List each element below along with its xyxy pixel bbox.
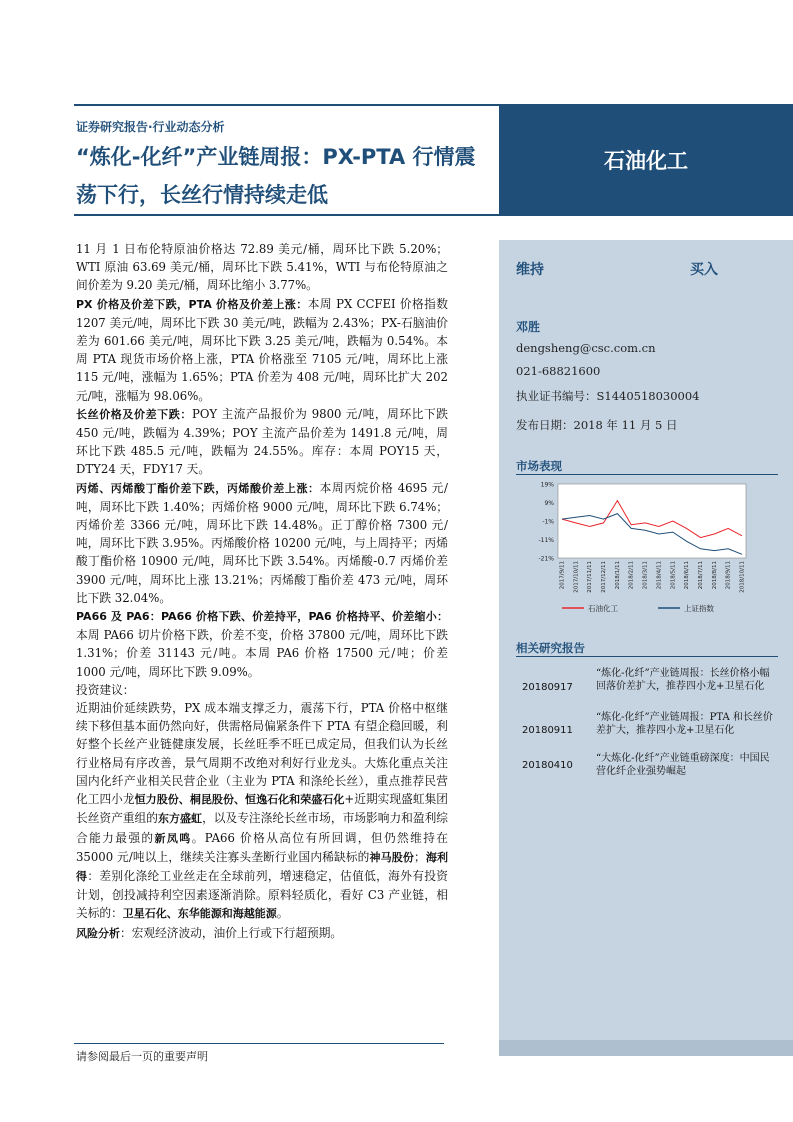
para-pa-head: PA66 及 PA6：PA66 价格下跌、价差持平，PA6 价格持平、价差缩小： [76,610,448,624]
sidebar-footer-band [499,1040,793,1056]
analyst-email[interactable]: dengsheng@csc.com.cn [516,341,656,355]
para-invest-label: 投资建议： [76,682,135,697]
x-tick-label: 2018/6/11 [684,561,691,590]
footer-rule [74,1043,444,1044]
rating-value: 买入 [690,262,718,278]
x-tick-label: 2018/4/11 [656,561,663,590]
publish-date: 发布日期：2018 年 11 月 5 日 [516,418,678,432]
main-body [76,240,448,943]
para-propylene [76,479,448,607]
para-filament-head: 长丝价格及价差下跌： [76,407,192,421]
x-tick-label: 2017/12/11 [601,561,608,593]
y-tick-label: -1% [542,518,554,526]
para-propylene-text: 本周丙烷价格 4695 元/吨，周环比下跌 1.40%；丙烯价格 9000 元/吨，周环比下跌 6.74%；丙烯价差 3366 元/吨，周环比下跌 14.48%。正丁醇价格 7300 元/吨，周环比下跌 3.95%。丙烯酸价格 10200 元/吨，与上周持平；丙烯酸丁酯价格 10900 元/吨，周环比下跌 3.54%。丙烯酸-0.7 丙烯价差 3900 元/吨，周环比上涨 13.21%；丙烯酸丁酯价差 473 元/吨，周环比下跌 32.04%。 [76,480,448,605]
related-title: 相关研究报告 [516,641,585,655]
x-tick-label: 2018/3/11 [642,561,649,590]
y-tick-label: -21% [538,555,554,563]
market-chart [512,478,782,618]
plot-area [558,484,746,558]
para-propylene-head: 丙烯、丙烯酸丁酯价差下跌，丙烯酸价差上涨： [76,481,320,495]
x-tick-label: 2018/9/11 [725,561,732,590]
legend-label: 上证指数 [684,604,714,613]
x-tick-label: 2018/2/11 [628,561,635,590]
related-item[interactable] [516,709,778,749]
x-tick-label: 2017/10/11 [573,561,580,593]
para-px-head: PX 价格及价差下跌，PTA 价格及价差上涨： [76,297,308,311]
para-px [76,295,448,405]
related-item[interactable] [516,665,778,705]
para-risk-head: 风险分析 [76,926,120,940]
x-tick-label: 2018/7/11 [697,561,704,590]
footer-disclaimer[interactable]: 请参阅最后一页的重要声明 [76,1050,208,1063]
analyst-phone: 021-68821600 [516,364,601,378]
related-title-text: “炼化-化纤”产业链周报：PTA 和长丝价差扩大，推荐四小龙+卫星石化 [596,712,773,736]
related-date: 20180911 [522,725,573,736]
sector-label: 石油化工 [604,149,688,173]
para-oil: 11 月 1 日布伦特原油价格达 72.89 美元/桶，周环比下跌 5.20%；WTI 原油 63.69 美元/桶，周环比下跌 5.41%，WTI 与布伦特原油之间价差为 9.20 美元/桶，周环比缩小 3.77%。 [76,242,448,293]
related-title-text: “大炼化-化纤”产业链重磅深度：中国民营化纤企业强势崛起 [596,753,770,777]
x-tick-label: 2017/11/11 [587,561,594,593]
x-tick-label: 2018/8/11 [711,561,718,590]
related-title-text: “炼化-化纤”产业链周报：长丝价格小幅回落价差扩大，推荐四小龙+卫星石化 [596,668,770,692]
x-tick-label: 2017/9/11 [559,561,566,590]
x-tick-label: 2018/1/11 [614,561,621,590]
related-date: 20180410 [522,760,573,771]
para-risk-text: ：宏观经济波动，油价上行或下行超预期。 [120,925,343,940]
para-risk [76,924,448,943]
header-rule [74,104,499,106]
rating [516,259,736,279]
para-pa [76,607,448,681]
x-tick-label: 2018/10/11 [739,561,746,593]
market-title: 市场表现 [516,459,562,473]
market-rule [516,474,778,475]
sector-banner [499,104,793,216]
para-filament [76,405,448,479]
para-px-text: 本周 PX CCFEI 价格指数 1207 美元/吨，周环比下跌 30 美元/吨，跌幅为 2.43%；PX-石脑油价差为 601.66 美元/吨，周环比下跌 3.25 美元/吨，跌幅为 0.54%。本周 PTA 现货市场价格上涨，PTA 价格涨至 7105 元/吨，周环比上涨 115 元/吨，涨幅为 1.65%；PTA 价差为 408 元/吨，周环比扩大 202 元/吨，涨幅为 98.06%。 [76,296,448,403]
related-rule [516,656,778,657]
analyst-name: 邓胜 [516,320,541,334]
related-item[interactable] [516,751,778,781]
para-invest: 近期油价延续跌势，PX 成本端支撑乏力，震荡下行，PTA 价格中枢继续下移但基本面仍然向好，供需格局偏紧条件下 PTA 有望企稳回暖，利好整个长丝产业链健康发展，长丝旺季不旺已成定局，但我们认为长丝行业格局有序改善，景气周期不改绝对利好行业龙头。大炼化重点关注国内化纤产业相关民营企业（主业为 PTA 和涤纶长丝），重点推荐民营化工四小龙恒力股份、桐昆股份、恒逸石化和荣盛石化+近期实现盛虹集团长丝资产重组的东方盛虹，以及专注涤纶长丝市场，市场影响力和盈利综合能力最强的新凤鸣。PA66 价格从高位有所回调，但仍然维持在 35000 元/吨以上，继续关注寡头垄断行业国内稀缺标的神马股份；海利得：差别化涤纶工业丝走在全球前列，增速稳定，估值低，海外有投资计划，创投减持利空因素逐渐消除。原料轻质化，看好 C3 产业链，相关标的：卫星石化、东华能源和海越能源。 [76,701,449,921]
y-tick-label: 9% [544,500,554,507]
report-type: 证券研究报告·行业动态分析 [76,120,225,134]
x-tick-label: 2018/5/11 [670,561,677,590]
y-tick-label: 19% [540,481,554,489]
para-filament-text: POY 主流产品报价为 9800 元/吨，周环比下跌 450 元/吨，跌幅为 4.39%；POY 主流产品价差为 1491.8 元/吨，周环比下跌 485.5 元/吨，跌幅为 24.55%。库存：本周 POY15 天，DTY24 天，FDY17 天。 [76,406,448,477]
para-pa-text: 本周 PA66 切片价格下跌，价差不变，价格 37800 元/吨，周环比下跌 1.31%；价差 31143 元/吨。本周 PA6 价格 17500 元/吨；价差 1000 元/吨，周环比下跌 9.09%。 [76,628,448,679]
rating-label: 维持 [516,262,544,278]
title-rule [74,214,499,216]
page-title: “炼化-化纤”产业链周报：PX-PTA 行情震荡下行，长丝行情持续走低 [76,145,476,207]
y-tick-label: -11% [538,537,554,544]
related-date: 20180917 [522,682,573,693]
analyst-license: 执业证书编号：S1440518030004 [516,389,700,403]
legend-label: 石油化工 [588,604,618,613]
